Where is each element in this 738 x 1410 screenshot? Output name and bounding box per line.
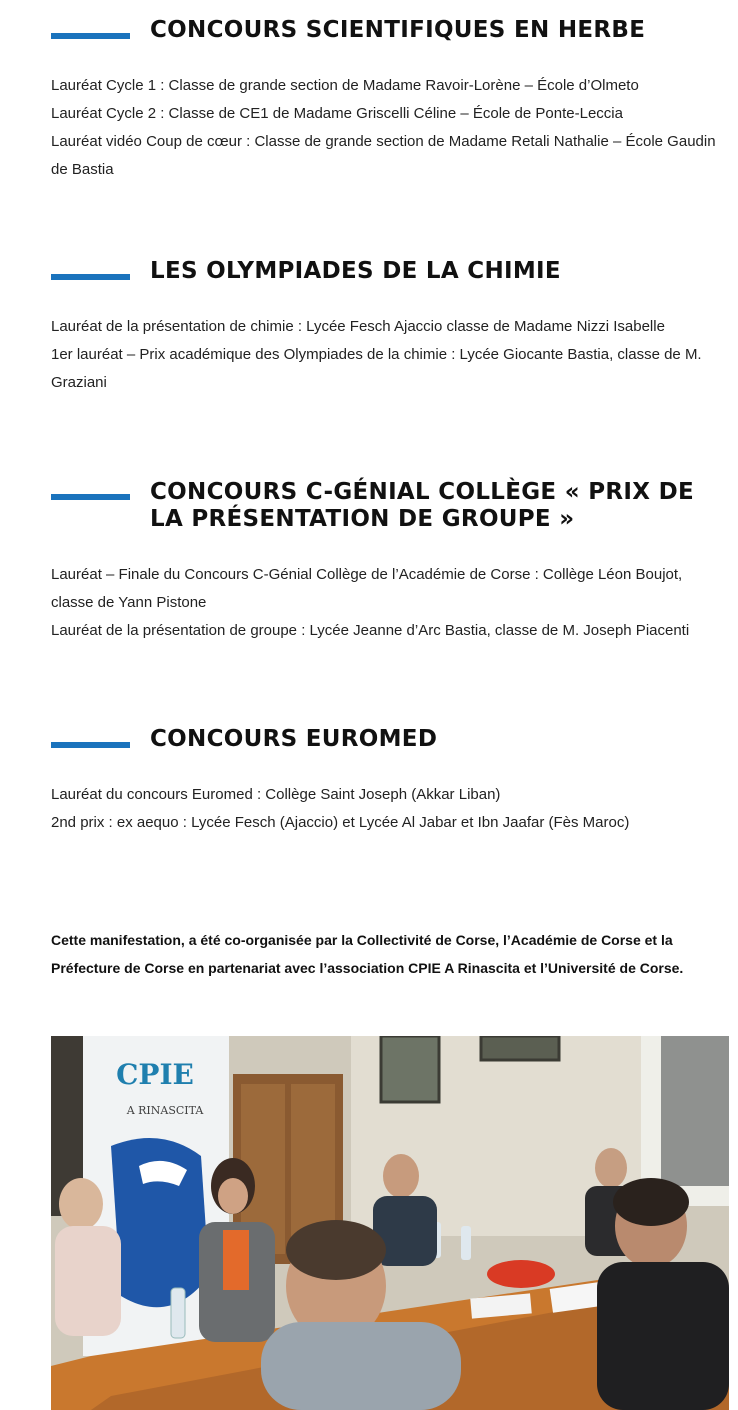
heading-accent-bar	[51, 274, 130, 280]
paragraph: Lauréat Cycle 1 : Classe de grande section de Madame Ravoir-Lorène – École d’Olmeto	[51, 77, 639, 94]
section-c-genial	[51, 479, 727, 645]
section-title: LES OLYMPIADES DE LA CHIMIE	[150, 258, 561, 284]
paragraph: 1er lauréat – Prix académique des Olympiades de la chimie : Lycée Giocante Bastia, classe de M. Graziani	[51, 346, 702, 391]
meeting-photo	[51, 1036, 729, 1410]
paragraph: Lauréat – Finale du Concours C-Génial Collège de l’Académie de Corse : Collège Léon Boujot, classe de Yann Pistone	[51, 566, 683, 611]
section-heading-row	[51, 479, 727, 533]
paragraph: Lauréat de la présentation de groupe : Lycée Jeanne d’Arc Bastia, classe de M. Joseph Piacenti	[51, 622, 690, 639]
section-title: CONCOURS SCIENTIFIQUES EN HERBE	[150, 17, 646, 43]
heading-accent-bar	[51, 742, 130, 748]
paragraph: Lauréat du concours Euromed : Collège Saint Joseph (Akkar Liban)	[51, 786, 501, 803]
heading-accent-bar	[51, 33, 130, 39]
banner-caption: A RINASCITA	[126, 1104, 204, 1117]
section-concours-herbe	[51, 17, 727, 184]
heading-accent-bar	[51, 494, 130, 500]
section-heading-row	[51, 258, 727, 285]
section-euromed	[51, 726, 727, 837]
banner-logo-text: CPIE	[116, 1058, 194, 1091]
paragraph: 2nd prix : ex aequo : Lycée Fesch (Ajaccio) et Lycée Al Jabar et Ibn Jaafar (Fès Maroc)	[51, 814, 630, 831]
paragraph: Lauréat Cycle 2 : Classe de CE1 de Madame Griscelli Céline – École de Ponte-Leccia	[51, 105, 623, 122]
paragraph: Lauréat de la présentation de chimie : Lycée Fesch Ajaccio classe de Madame Nizzi Isabelle	[51, 318, 665, 335]
section-title: CONCOURS C-GÉNIAL COLLÈGE « PRIX DE LA PRÉSENTATION DE GROUPE »	[150, 479, 694, 532]
section-olympiades-chimie	[51, 258, 727, 397]
section-heading-row	[51, 17, 727, 44]
meeting-photo-illustration	[51, 1036, 729, 1410]
section-title: CONCOURS EUROMED	[150, 726, 438, 752]
paragraph: Lauréat vidéo Coup de cœur : Classe de grande section de Madame Retali Nathalie – École Gaudin de Bastia	[51, 133, 716, 178]
organisation-note: Cette manifestation, a été co-organisée par la Collectivité de Corse, l’Académie de Corse et la Préfecture de Corse en partenariat avec l’association CPIE A Rinascita et l’Université de Corse.	[51, 932, 684, 976]
section-heading-row	[51, 726, 727, 753]
